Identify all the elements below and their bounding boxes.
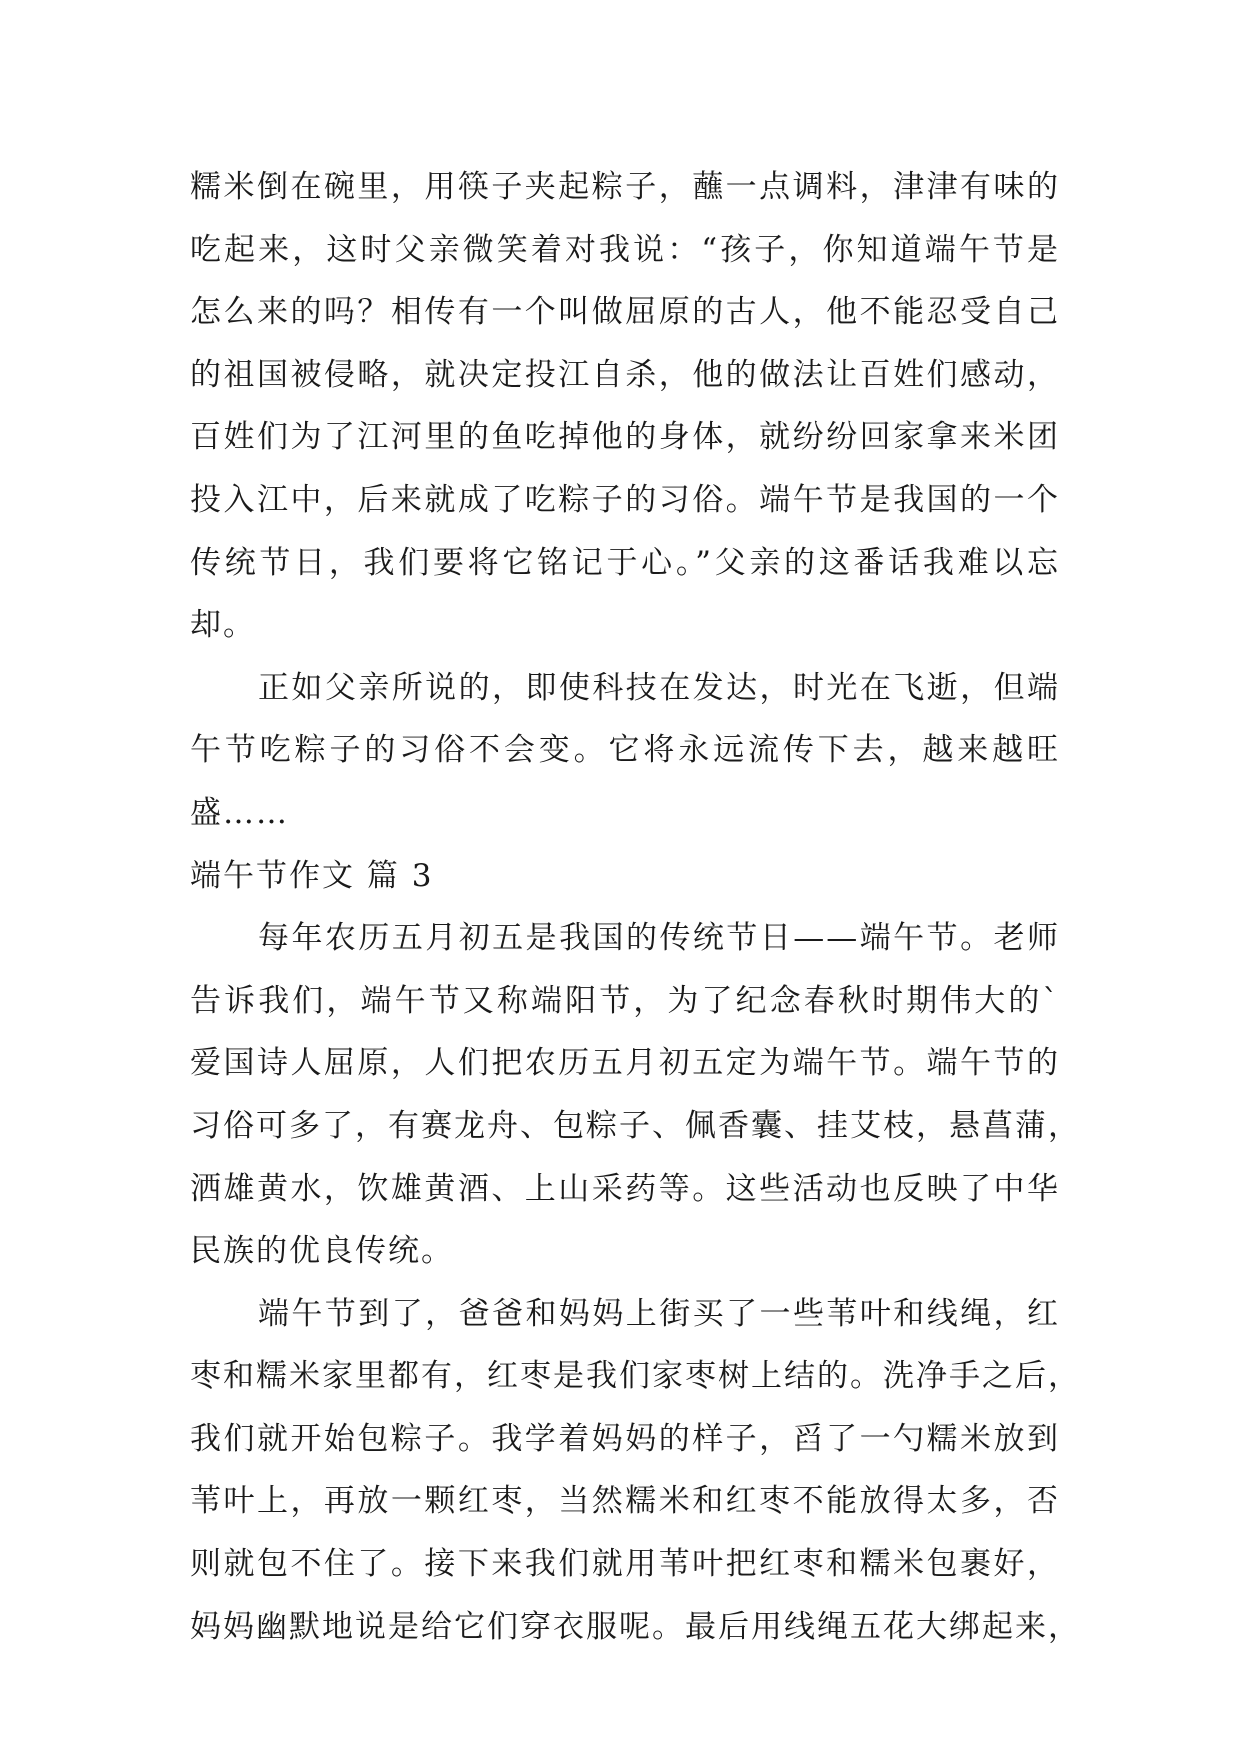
text-line: 怎么来的吗？相传有一个叫做屈原的古人，他不能忍受自己 <box>190 294 1060 331</box>
text-line: 却。 <box>190 607 256 644</box>
text-line: 苇叶上，再放一颗红枣，当然糯米和红枣不能放得太多，否 <box>190 1483 1060 1520</box>
text-line: 吃起来，这时父亲微笑着对我说：“孩子，你知道端午节是 <box>190 231 1060 268</box>
text-line: 糯米倒在碗里，用筷子夹起粽子，蘸一点调料，津津有味的 <box>190 169 1060 205</box>
text-line: 端午节到了，爸爸和妈妈上街买了一些苇叶和线绳，红 <box>258 1295 1060 1332</box>
text-line: 爱国诗人屈原，人们把农历五月初五定为端午节。端午节的 <box>190 1045 1060 1082</box>
text-line: 盛…… <box>190 794 289 831</box>
text-line: 告诉我们，端午节又称端阳节，为了纪念春秋时期伟大的` <box>190 982 1060 1019</box>
text-line: 午节吃粽子的习俗不会变。它将永远流传下去，越来越旺 <box>190 732 1060 769</box>
text-line: 枣和糯米家里都有，红枣是我们家枣树上结的。洗净手之后， <box>190 1358 1081 1395</box>
text-line: 洒雄黄水，饮雄黄酒、上山采药等。这些活动也反映了中华 <box>190 1170 1060 1207</box>
text-line: 的祖国被侵略，就决定投江自杀，他的做法让百姓们感动， <box>190 356 1060 393</box>
text-line: 投入江中，后来就成了吃粽子的习俗。端午节是我国的一个 <box>190 481 1060 518</box>
section-heading: 端午节作文 篇 3 <box>190 857 434 894</box>
text-line: 习俗可多了，有赛龙舟、包粽子、佩香囊、挂艾枝，悬菖蒲， <box>190 1107 1081 1144</box>
text-line: 民族的优良传统。 <box>190 1233 454 1270</box>
text-line: 传统节日，我们要将它铭记于心。”父亲的这番话我难以忘 <box>190 544 1060 581</box>
text-line: 正如父亲所说的，即使科技在发达，时光在飞逝，但端 <box>258 669 1060 706</box>
text-line: 则就包不住了。接下来我们就用苇叶把红枣和糯米包裹好， <box>190 1546 1060 1583</box>
document-body <box>190 156 1081 1658</box>
text-line: 妈妈幽默地说是给它们穿衣服呢。最后用线绳五花大绑起来， <box>190 1608 1081 1645</box>
text-line: 每年农历五月初五是我国的传统节日——端午节。老师 <box>258 920 1060 957</box>
text-line: 百姓们为了江河里的鱼吃掉他的身体，就纷纷回家拿来米团 <box>190 419 1060 456</box>
text-line: 我们就开始包粽子。我学着妈妈的样子，舀了一勺糯米放到 <box>190 1420 1060 1457</box>
